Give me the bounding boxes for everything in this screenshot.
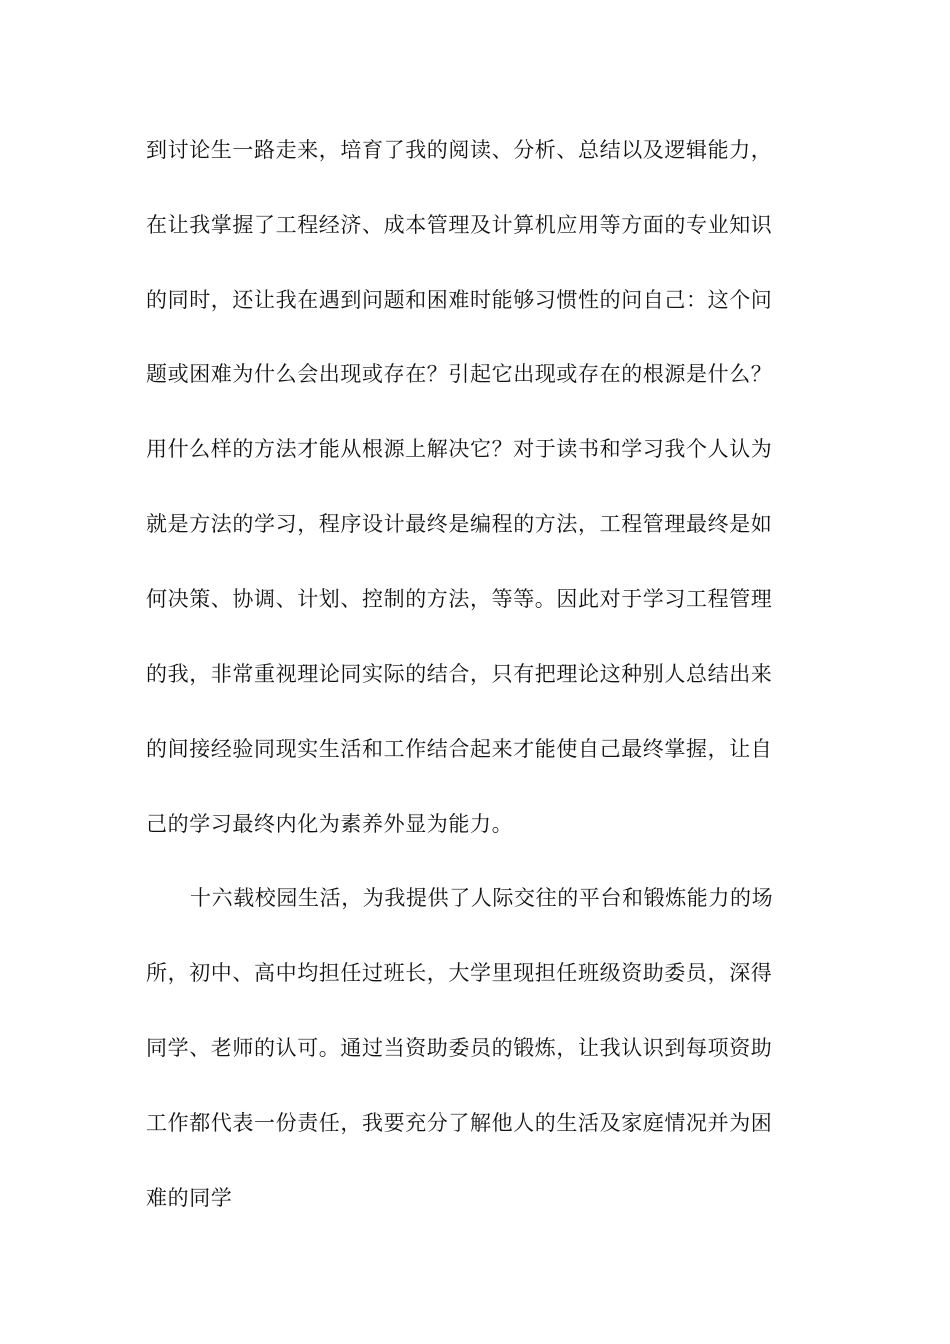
paragraph-line: 工作都代表一份责任，我要充分了解他人的生活及家庭情况并为困 xyxy=(146,1111,773,1135)
paragraph-first-line: 十六载校园生活，为我提供了人际交往的平台和锻炼能力的场 xyxy=(190,886,774,910)
paragraph-line: 的同时，还让我在遇到问题和困难时能够习惯性的问自己：这个问 xyxy=(146,288,773,312)
paragraph-line: 在让我掌握了工程经济、成本管理及计算机应用等方面的专业知识 xyxy=(146,213,773,237)
paragraph-line: 的我，非常重视理论同实际的结合，只有把理论这种别人总结出来 xyxy=(146,662,773,686)
paragraph-line: 题或困难为什么会出现或存在？引起它出现或存在的根源是什么？ xyxy=(146,362,773,386)
paragraph-line: 到讨论生一路走来，培育了我的阅读、分析、总结以及逻辑能力， xyxy=(146,138,773,162)
paragraph-line: 所，初中、高中均担任过班长，大学里现担任班级资助委员，深得 xyxy=(146,961,773,985)
paragraph-line: 的间接经验同现实生活和工作结合起来才能使自己最终掌握，让自 xyxy=(146,737,773,761)
paragraph-line: 何决策、协调、计划、控制的方法，等等。因此对于学习工程管理 xyxy=(146,587,773,611)
paragraph-line: 难的同学 xyxy=(146,1186,233,1210)
paragraph-line: 就是方法的学习，程序设计最终是编程的方法，工程管理最终是如 xyxy=(146,512,773,536)
paragraph-line: 己的学习最终内化为素养外显为能力。 xyxy=(146,812,514,836)
paragraph-line: 用什么样的方法才能从根源上解决它？对于读书和学习我个人认为 xyxy=(146,437,773,461)
paragraph-line: 同学、老师的认可。通过当资助委员的锻炼，让我认识到每项资助 xyxy=(146,1036,773,1060)
